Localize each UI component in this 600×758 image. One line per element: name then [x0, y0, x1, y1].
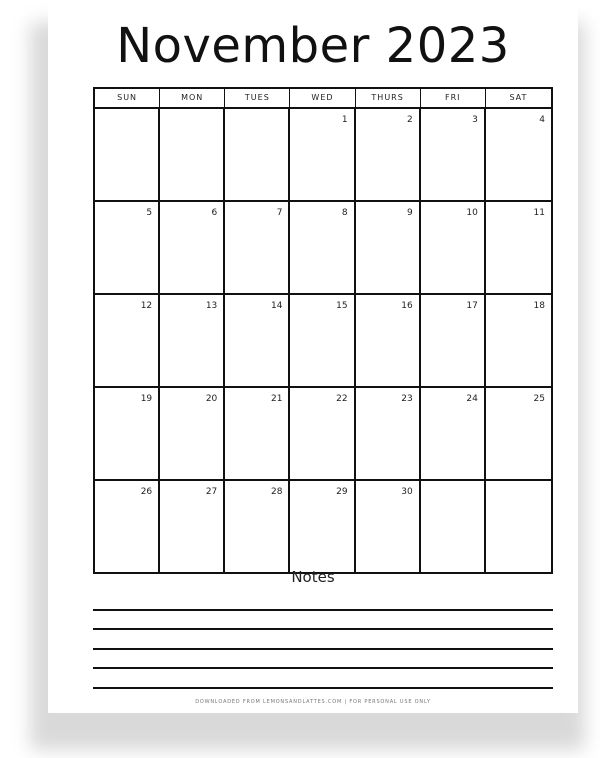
weekday-tues: TUES	[225, 89, 290, 107]
day-cell[interactable]	[225, 295, 290, 386]
day-cell[interactable]	[486, 202, 551, 293]
day-cell[interactable]	[356, 388, 421, 479]
day-cell[interactable]	[486, 481, 551, 572]
day-cell[interactable]	[95, 202, 160, 293]
day-cell[interactable]	[225, 109, 290, 200]
day-cell[interactable]	[356, 202, 421, 293]
page-title: November 2023	[116, 18, 510, 74]
day-number: 27	[205, 487, 218, 497]
weekday-sat: SAT	[509, 93, 528, 102]
day-cell[interactable]	[160, 202, 225, 293]
day-number: 17	[466, 301, 478, 311]
day-cell[interactable]	[356, 481, 421, 572]
weekday-mon: MON	[160, 89, 225, 107]
weekday-sun: SUN	[95, 89, 160, 107]
day-cell[interactable]	[486, 109, 551, 200]
day-number: 10	[466, 208, 478, 218]
notes-title: Notes	[291, 568, 335, 586]
day-number: 14	[270, 301, 283, 311]
day-number: 30	[401, 487, 413, 497]
day-cell[interactable]	[160, 481, 225, 572]
day-cell[interactable]	[486, 295, 551, 386]
calendar-weeks	[95, 109, 551, 572]
calendar-page	[48, 0, 578, 713]
day-number: 1	[341, 115, 348, 125]
day-number: 20	[205, 394, 218, 404]
day-number: 18	[533, 301, 545, 311]
day-number: 24	[466, 394, 478, 404]
day-cell[interactable]	[225, 388, 290, 479]
day-number: 19	[140, 394, 153, 404]
day-number: 29	[336, 487, 348, 497]
day-cell[interactable]	[95, 481, 160, 572]
day-number: 15	[336, 301, 348, 311]
note-line	[93, 628, 553, 630]
day-number: 8	[341, 208, 348, 218]
day-number: 22	[336, 394, 348, 404]
day-number: 23	[401, 394, 413, 404]
day-cell[interactable]	[290, 481, 355, 572]
day-number: 6	[211, 208, 218, 218]
day-number: 5	[146, 208, 153, 218]
day-cell[interactable]	[421, 109, 486, 200]
week-row	[95, 202, 551, 295]
day-cell[interactable]	[421, 295, 486, 386]
day-cell[interactable]	[160, 388, 225, 479]
day-number: 25	[533, 394, 545, 404]
day-number: 3	[472, 115, 478, 125]
day-cell[interactable]	[225, 481, 290, 572]
footer-credit: DOWNLOADED FROM LEMONSANDLATTES.COM | FOR PERSONAL USE ONLY	[195, 699, 431, 705]
calendar-grid	[93, 87, 553, 574]
day-cell[interactable]	[356, 109, 421, 200]
day-cell[interactable]	[290, 388, 355, 479]
week-row	[95, 109, 551, 202]
day-cell[interactable]	[95, 295, 160, 386]
weekday-wed: WED	[290, 89, 355, 107]
day-cell[interactable]	[95, 388, 160, 479]
day-cell[interactable]	[356, 295, 421, 386]
day-number: 26	[140, 487, 153, 497]
day-cell[interactable]	[421, 202, 486, 293]
day-number: 11	[533, 208, 545, 218]
day-cell[interactable]	[160, 295, 225, 386]
note-line	[93, 648, 553, 650]
day-cell[interactable]	[290, 202, 355, 293]
day-cell[interactable]	[160, 109, 225, 200]
day-number: 4	[539, 115, 545, 125]
weekday-header-row	[95, 89, 551, 109]
note-line	[93, 609, 553, 611]
weekday-thurs: THURS	[356, 89, 421, 107]
day-cell[interactable]	[421, 481, 486, 572]
day-cell[interactable]	[95, 109, 160, 200]
day-number: 12	[140, 301, 153, 311]
day-number: 16	[401, 301, 413, 311]
day-cell[interactable]	[421, 388, 486, 479]
day-cell[interactable]	[225, 202, 290, 293]
week-row	[95, 295, 551, 388]
day-number: 9	[406, 208, 413, 218]
day-cell[interactable]	[290, 295, 355, 386]
week-row	[95, 388, 551, 481]
day-number: 13	[205, 301, 218, 311]
day-number: 28	[270, 487, 283, 497]
weekday-fri: FRI	[421, 89, 486, 107]
day-cell[interactable]	[290, 109, 355, 200]
day-number: 21	[270, 394, 283, 404]
note-line	[93, 687, 553, 689]
day-number: 2	[406, 115, 413, 125]
day-number: 7	[276, 208, 283, 218]
week-row	[95, 481, 551, 572]
day-cell[interactable]	[486, 388, 551, 479]
note-line	[93, 667, 553, 669]
